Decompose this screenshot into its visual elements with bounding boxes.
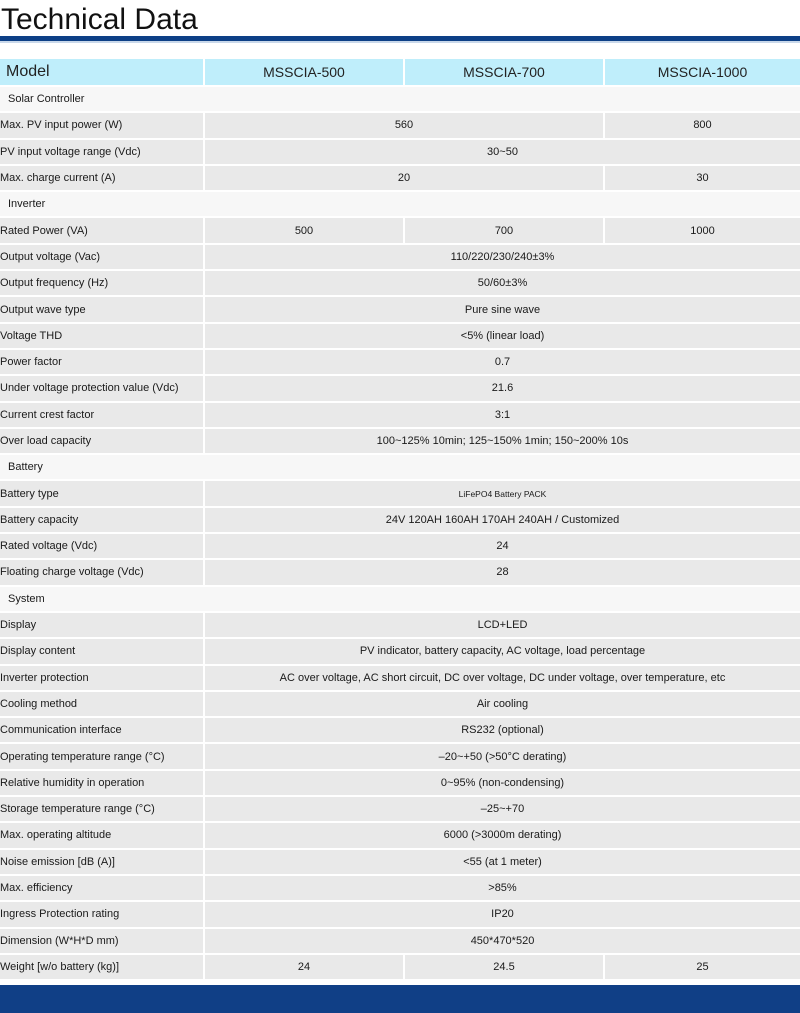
row-label: Current crest factor: [0, 403, 203, 427]
row-value: LiFePO4 Battery PACK: [203, 481, 800, 505]
row-label: Operating temperature range (°C): [0, 744, 203, 768]
row-value: LCD+LED: [203, 613, 800, 637]
row-value: >85%: [203, 876, 800, 900]
row-value: 28: [203, 560, 800, 584]
row-value: 24: [203, 534, 800, 558]
row-value: 30: [603, 166, 800, 190]
row-value: –20~+50 (>50°C derating): [203, 744, 800, 768]
row-value: 0.7: [203, 350, 800, 374]
row-label: Noise emission [dB (A)]: [0, 850, 203, 874]
row-label: Voltage THD: [0, 324, 203, 348]
section-row: [0, 192, 800, 216]
row-label: Under voltage protection value (Vdc): [0, 376, 203, 400]
row-label: Cooling method: [0, 692, 203, 716]
section-solar-controller: Solar Controller: [0, 87, 800, 111]
row-value: Pure sine wave: [203, 297, 800, 321]
model-col-1000: MSSCIA-1000: [603, 59, 800, 85]
row-label: Output voltage (Vac): [0, 245, 203, 269]
table-row: [0, 113, 800, 137]
row-value: 500: [203, 218, 403, 242]
row-label: PV input voltage range (Vdc): [0, 140, 203, 164]
spec-table: [0, 57, 800, 981]
row-label: Weight [w/o battery (kg)]: [0, 955, 203, 979]
table-row: [0, 218, 800, 242]
row-value: AC over voltage, AC short circuit, DC over voltage, DC under voltage, over temperature, etc: [203, 666, 800, 690]
footer-bar: [0, 985, 800, 1013]
table-row: [0, 639, 800, 663]
table-row: [0, 744, 800, 768]
row-label: Storage temperature range (°C): [0, 797, 203, 821]
row-value: 24.5: [403, 955, 603, 979]
row-label: Max. PV input power (W): [0, 113, 203, 137]
row-label: Floating charge voltage (Vdc): [0, 560, 203, 584]
row-label: Output frequency (Hz): [0, 271, 203, 295]
table-row: [0, 876, 800, 900]
title-underline-light: [0, 41, 800, 43]
table-row: [0, 429, 800, 453]
row-value: 50/60±3%: [203, 271, 800, 295]
row-value: 100~125% 10min; 125~150% 1min; 150~200% 10s: [203, 429, 800, 453]
row-value: 21.6: [203, 376, 800, 400]
table-row: [0, 271, 800, 295]
table-row: [0, 955, 800, 979]
table-row: [0, 481, 800, 505]
table-row: [0, 508, 800, 532]
model-header: Model: [0, 59, 203, 85]
section-row: [0, 87, 800, 111]
table-header-row: [0, 59, 800, 85]
row-value: –25~+70: [203, 797, 800, 821]
row-value: 3:1: [203, 403, 800, 427]
section-row: [0, 587, 800, 611]
table-row: [0, 297, 800, 321]
row-label: Max. operating altitude: [0, 823, 203, 847]
row-value: 20: [203, 166, 603, 190]
row-value: 450*470*520: [203, 929, 800, 953]
row-value: 1000: [603, 218, 800, 242]
table-row: [0, 166, 800, 190]
table-row: [0, 376, 800, 400]
row-label: Ingress Protection rating: [0, 902, 203, 926]
row-value: 110/220/230/240±3%: [203, 245, 800, 269]
row-label: Max. efficiency: [0, 876, 203, 900]
row-value: 25: [603, 955, 800, 979]
row-value: 24: [203, 955, 403, 979]
row-label: Battery capacity: [0, 508, 203, 532]
table-row: [0, 140, 800, 164]
row-value: 700: [403, 218, 603, 242]
section-row: [0, 455, 800, 479]
row-value: 0~95% (non-condensing): [203, 771, 800, 795]
row-label: Rated Power (VA): [0, 218, 203, 242]
row-label: Communication interface: [0, 718, 203, 742]
page-title: Technical Data: [1, 3, 198, 36]
table-row: [0, 324, 800, 348]
model-col-700: MSSCIA-700: [403, 59, 603, 85]
row-label: Relative humidity in operation: [0, 771, 203, 795]
table-row: [0, 560, 800, 584]
row-label: Battery type: [0, 481, 203, 505]
table-row: [0, 850, 800, 874]
row-value: Air cooling: [203, 692, 800, 716]
row-value: <5% (linear load): [203, 324, 800, 348]
row-label: Dimension (W*H*D mm): [0, 929, 203, 953]
row-value: 800: [603, 113, 800, 137]
row-label: Power factor: [0, 350, 203, 374]
row-label: Rated voltage (Vdc): [0, 534, 203, 558]
row-label: Over load capacity: [0, 429, 203, 453]
row-value: RS232 (optional): [203, 718, 800, 742]
row-value: 30~50: [203, 140, 800, 164]
table-row: [0, 245, 800, 269]
row-label: Max. charge current (A): [0, 166, 203, 190]
table-row: [0, 666, 800, 690]
row-label: Display content: [0, 639, 203, 663]
row-value: 6000 (>3000m derating): [203, 823, 800, 847]
row-value: 24V 120AH 160AH 170AH 240AH / Customized: [203, 508, 800, 532]
table-row: [0, 613, 800, 637]
row-label: Output wave type: [0, 297, 203, 321]
table-row: [0, 929, 800, 953]
row-value: IP20: [203, 902, 800, 926]
table-row: [0, 534, 800, 558]
row-label: Display: [0, 613, 203, 637]
section-battery: Battery: [0, 455, 800, 479]
section-system: System: [0, 587, 800, 611]
table-row: [0, 350, 800, 374]
table-row: [0, 403, 800, 427]
row-value: PV indicator, battery capacity, AC voltage, load percentage: [203, 639, 800, 663]
table-row: [0, 823, 800, 847]
table-row: [0, 692, 800, 716]
row-value: <55 (at 1 meter): [203, 850, 800, 874]
table-row: [0, 797, 800, 821]
table-row: [0, 718, 800, 742]
model-col-500: MSSCIA-500: [203, 59, 403, 85]
table-row: [0, 771, 800, 795]
row-value: 560: [203, 113, 603, 137]
table-row: [0, 902, 800, 926]
section-inverter: Inverter: [0, 192, 800, 216]
row-label: Inverter protection: [0, 666, 203, 690]
